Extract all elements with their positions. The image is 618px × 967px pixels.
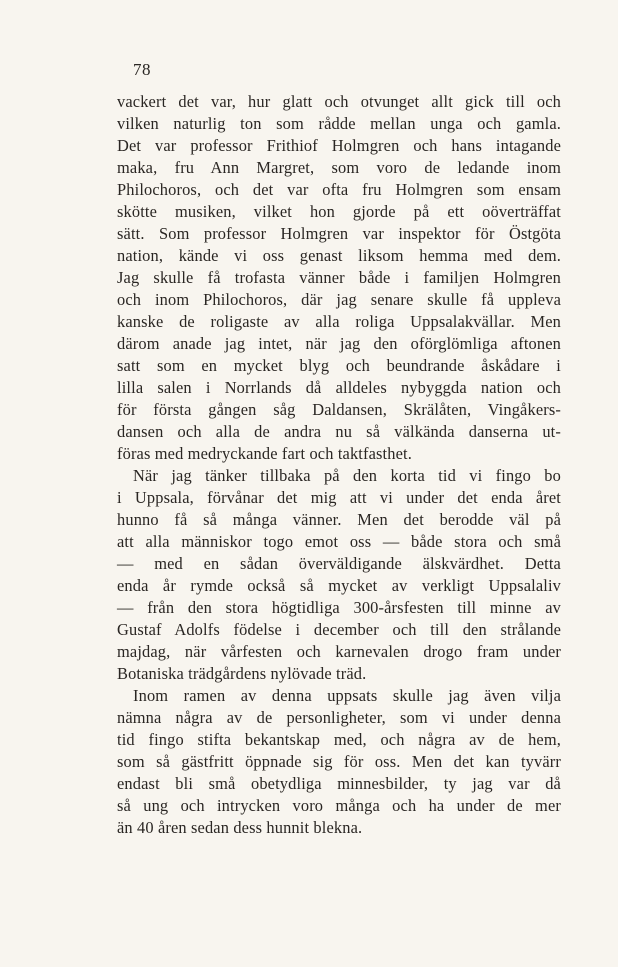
text-line: kanske de roligaste av alla roliga Uppsalakvällar. Men xyxy=(117,312,561,331)
text-line: så ung och intrycken voro många och ha under de mer xyxy=(117,796,561,815)
text-line: som så gästfritt öppnade sig för oss. Men det kan tyvärr xyxy=(117,752,561,771)
text-line: dansen och alla de andra nu så välkända danserna ut- xyxy=(117,422,561,441)
text-line: — från den stora högtidliga 300-årsfesten till minne av xyxy=(117,598,561,617)
paragraph-start-line: När jag tänker tillbaka på den korta tid vi fingo bo xyxy=(133,466,561,485)
text-line: tid fingo stifta bekantskap med, och några av de hem, xyxy=(117,730,561,749)
text-line: att alla människor togo emot oss — både stora och små xyxy=(117,532,561,551)
body-text xyxy=(117,91,561,839)
text-line: Det var professor Frithiof Holmgren och hans intagande xyxy=(117,136,561,155)
text-line: i Uppsala, förvånar det mig att vi under det enda året xyxy=(117,488,561,507)
text-line: därom anade jag intet, när jag den oförglömliga aftonen xyxy=(117,334,561,353)
text-line: vilken naturlig ton som rådde mellan unga och gamla. xyxy=(117,114,561,133)
text-line: Gustaf Adolfs födelse i december och till den strålande xyxy=(117,620,561,639)
text-line: enda år rymde också så mycket av verkligt Uppsalaliv xyxy=(117,576,561,595)
text-line: skötte musiken, vilket hon gjorde på ett oöverträffat xyxy=(117,202,561,221)
text-line: och inom Philochoros, där jag senare skulle få uppleva xyxy=(117,290,561,309)
paragraph-end-line: Botaniska trädgårdens nylövade träd. xyxy=(117,664,367,683)
text-line: maka, fru Ann Margret, som voro de ledande inom xyxy=(117,158,561,177)
paragraph-end-line: än 40 åren sedan dess hunnit blekna. xyxy=(117,818,363,837)
text-line: för första gången såg Daldansen, Skrälåten, Vingåkers- xyxy=(117,400,561,419)
text-line: Philochoros, och det var ofta fru Holmgren som ensam xyxy=(117,180,561,199)
text-line: lilla salen i Norrlands då alldeles nybyggda nation och xyxy=(117,378,561,397)
paragraph-start-line: Inom ramen av denna uppsats skulle jag även vilja xyxy=(133,686,561,705)
text-line: Jag skulle få trofasta vänner både i familjen Holmgren xyxy=(117,268,561,287)
page-number: 78 xyxy=(133,60,151,79)
text-line: nämna några av de personligheter, som vi under denna xyxy=(117,708,561,727)
text-line: nation, kände vi oss genast liksom hemma med dem. xyxy=(117,246,561,265)
paragraph-end-line: föras med medryckande fart och taktfasthet. xyxy=(117,444,412,463)
text-line: sätt. Som professor Holmgren var inspektor för Östgöta xyxy=(117,224,561,243)
text-line: vackert det var, hur glatt och otvunget allt gick till och xyxy=(117,92,561,111)
text-line: satt som en mycket blyg och beundrande åskådare i xyxy=(117,356,561,375)
text-line: hunno få så många vänner. Men det berodde väl på xyxy=(117,510,561,529)
text-line: endast bli små obetydliga minnesbilder, ty jag var då xyxy=(117,774,561,793)
text-line: — med en sådan överväldigande älskvärdhet. Detta xyxy=(117,554,561,573)
text-line: majdag, när vårfesten och karnevalen drogo fram under xyxy=(117,642,561,661)
